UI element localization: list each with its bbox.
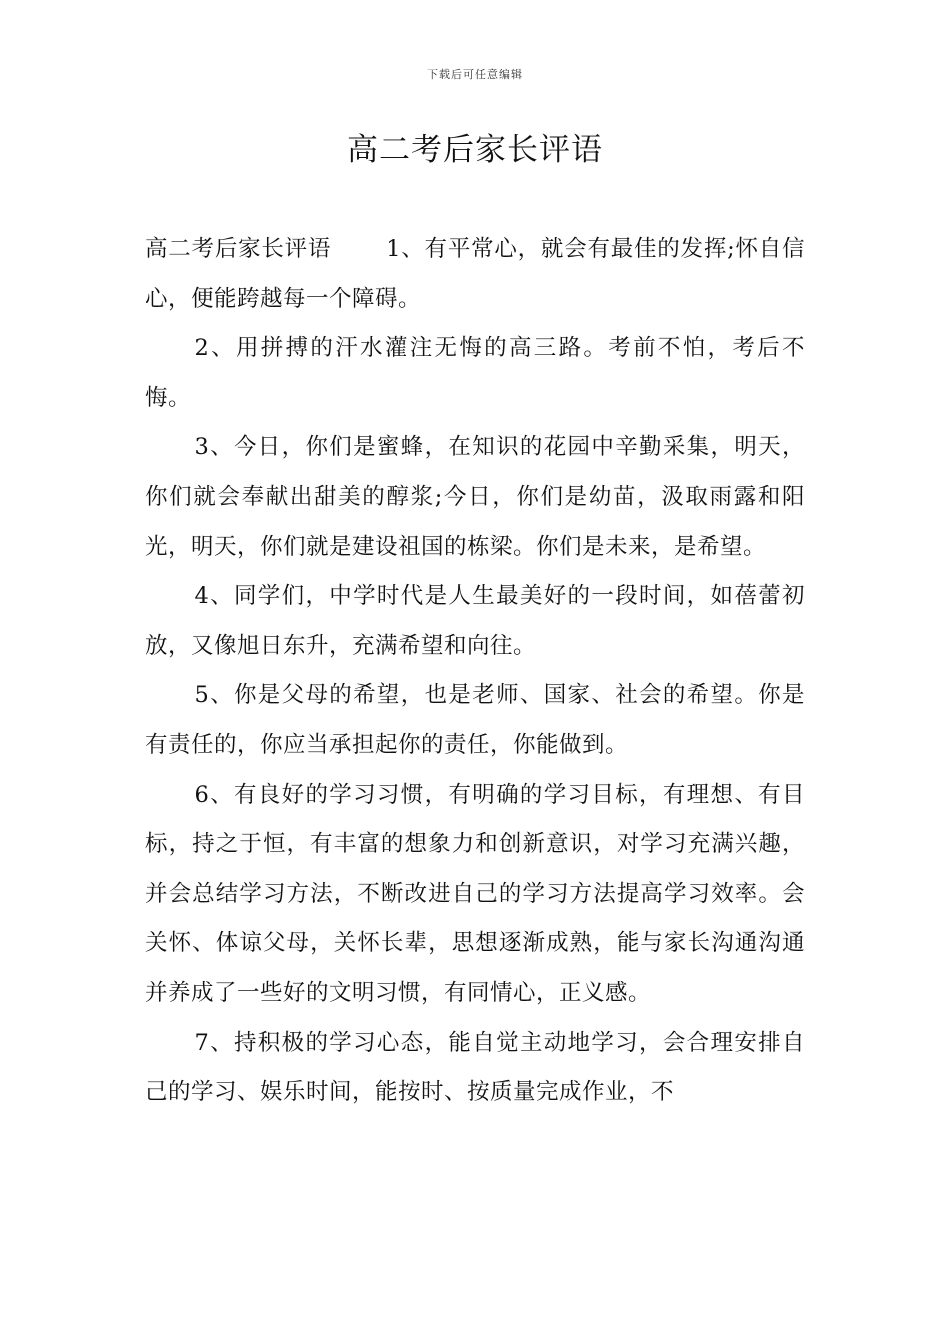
document-body [145,225,805,1118]
paragraph-2: 2、用拼搏的汗水灌注无悔的高三路。考前不怕，考后不悔。 [145,335,805,411]
intro-text: 1、有平常心，就会有最佳的发挥;怀自信心，便能跨越每一个障碍。 [145,236,805,312]
paragraph-6: 6、有良好的学习习惯，有明确的学习目标，有理想、有目标，持之于恒，有丰富的想象力和创新意识，对学习充满兴趣，并会总结学习方法，不断改进自己的学习方法提高学习效率。会关怀、体谅父母，关怀长辈，思想逐渐成熟，能与家长沟通沟通并养成了一些好的文明习惯，有同情心，正义感。 [145,781,805,1006]
paragraph-5: 5、你是父母的希望，也是老师、国家、社会的希望。你是有责任的，你应当承担起你的责任，你能做到。 [145,682,805,758]
header-note: 下载后可任意编辑 [427,68,523,81]
document-title: 高二考后家长评语 [347,132,603,168]
paragraph-4: 4、同学们，中学时代是人生最美好的一段时间，如蓓蕾初放，又像旭日东升，充满希望和向往。 [145,583,805,659]
paragraph-3: 3、今日，你们是蜜蜂，在知识的花园中辛勤采集，明天，你们就会奉献出甜美的醇浆;今日，你们是幼苗，汲取雨露和阳光，明天，你们就是建设祖国的栋梁。你们是未来，是希望。 [145,434,805,560]
paragraph-7: 7、持积极的学习心态，能自觉主动地学习，会合理安排自己的学习、娱乐时间，能按时、按质量完成作业，不 [145,1029,805,1106]
intro-lead: 高二考后家长评语 [145,236,332,262]
intro-paragraph [145,225,805,324]
